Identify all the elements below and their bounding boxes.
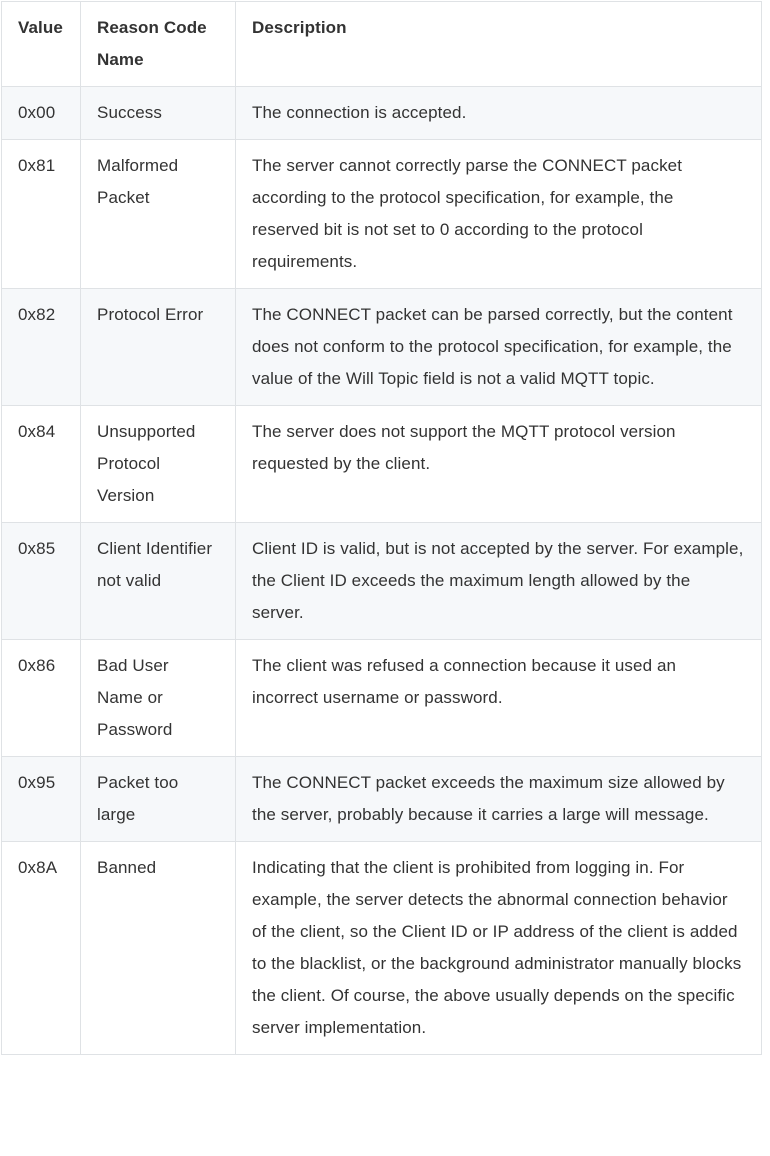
table-body <box>2 87 762 1055</box>
cell-reason-code-name: Unsupported Protocol Version <box>81 406 236 523</box>
cell-reason-code-name: Client Identifier not valid <box>81 523 236 640</box>
cell-value: 0x95 <box>2 757 81 842</box>
header-value: Value <box>2 2 81 87</box>
table-row <box>2 406 762 523</box>
cell-description: The CONNECT packet can be parsed correctly, but the content does not conform to the protocol specification, for example, the value of the Will Topic field is not a valid MQTT topic. <box>236 289 762 406</box>
header-description: Description <box>236 2 762 87</box>
cell-value: 0x82 <box>2 289 81 406</box>
cell-description: The CONNECT packet exceeds the maximum size allowed by the server, probably because it carries a large will message. <box>236 757 762 842</box>
header-row <box>2 2 762 87</box>
cell-value: 0x8A <box>2 842 81 1055</box>
table-row <box>2 289 762 406</box>
cell-description: The connection is accepted. <box>236 87 762 140</box>
cell-reason-code-name: Bad User Name or Password <box>81 640 236 757</box>
cell-description: The server cannot correctly parse the CONNECT packet according to the protocol specification, for example, the reserved bit is not set to 0 according to the protocol requirements. <box>236 140 762 289</box>
cell-description: The client was refused a connection because it used an incorrect username or password. <box>236 640 762 757</box>
table-row <box>2 757 762 842</box>
cell-value: 0x84 <box>2 406 81 523</box>
cell-reason-code-name: Success <box>81 87 236 140</box>
cell-reason-code-name: Banned <box>81 842 236 1055</box>
table-header <box>2 2 762 87</box>
cell-description: Client ID is valid, but is not accepted by the server. For example, the Client ID exceeds the maximum length allowed by the server. <box>236 523 762 640</box>
table-row <box>2 640 762 757</box>
table-row <box>2 523 762 640</box>
header-reason-code-name: Reason Code Name <box>81 2 236 87</box>
cell-value: 0x85 <box>2 523 81 640</box>
cell-reason-code-name: Protocol Error <box>81 289 236 406</box>
cell-reason-code-name: Malformed Packet <box>81 140 236 289</box>
cell-value: 0x81 <box>2 140 81 289</box>
cell-value: 0x00 <box>2 87 81 140</box>
table-row <box>2 140 762 289</box>
reason-code-table <box>1 1 762 1055</box>
cell-value: 0x86 <box>2 640 81 757</box>
cell-reason-code-name: Packet too large <box>81 757 236 842</box>
cell-description: Indicating that the client is prohibited from logging in. For example, the server detects the abnormal connection behavior of the client, so the Client ID or IP address of the client is added to the blacklist, or the background administrator manually blocks the client. Of course, the above usually depends on the specific server implementation. <box>236 842 762 1055</box>
cell-description: The server does not support the MQTT protocol version requested by the client. <box>236 406 762 523</box>
table-row <box>2 87 762 140</box>
table-row <box>2 842 762 1055</box>
